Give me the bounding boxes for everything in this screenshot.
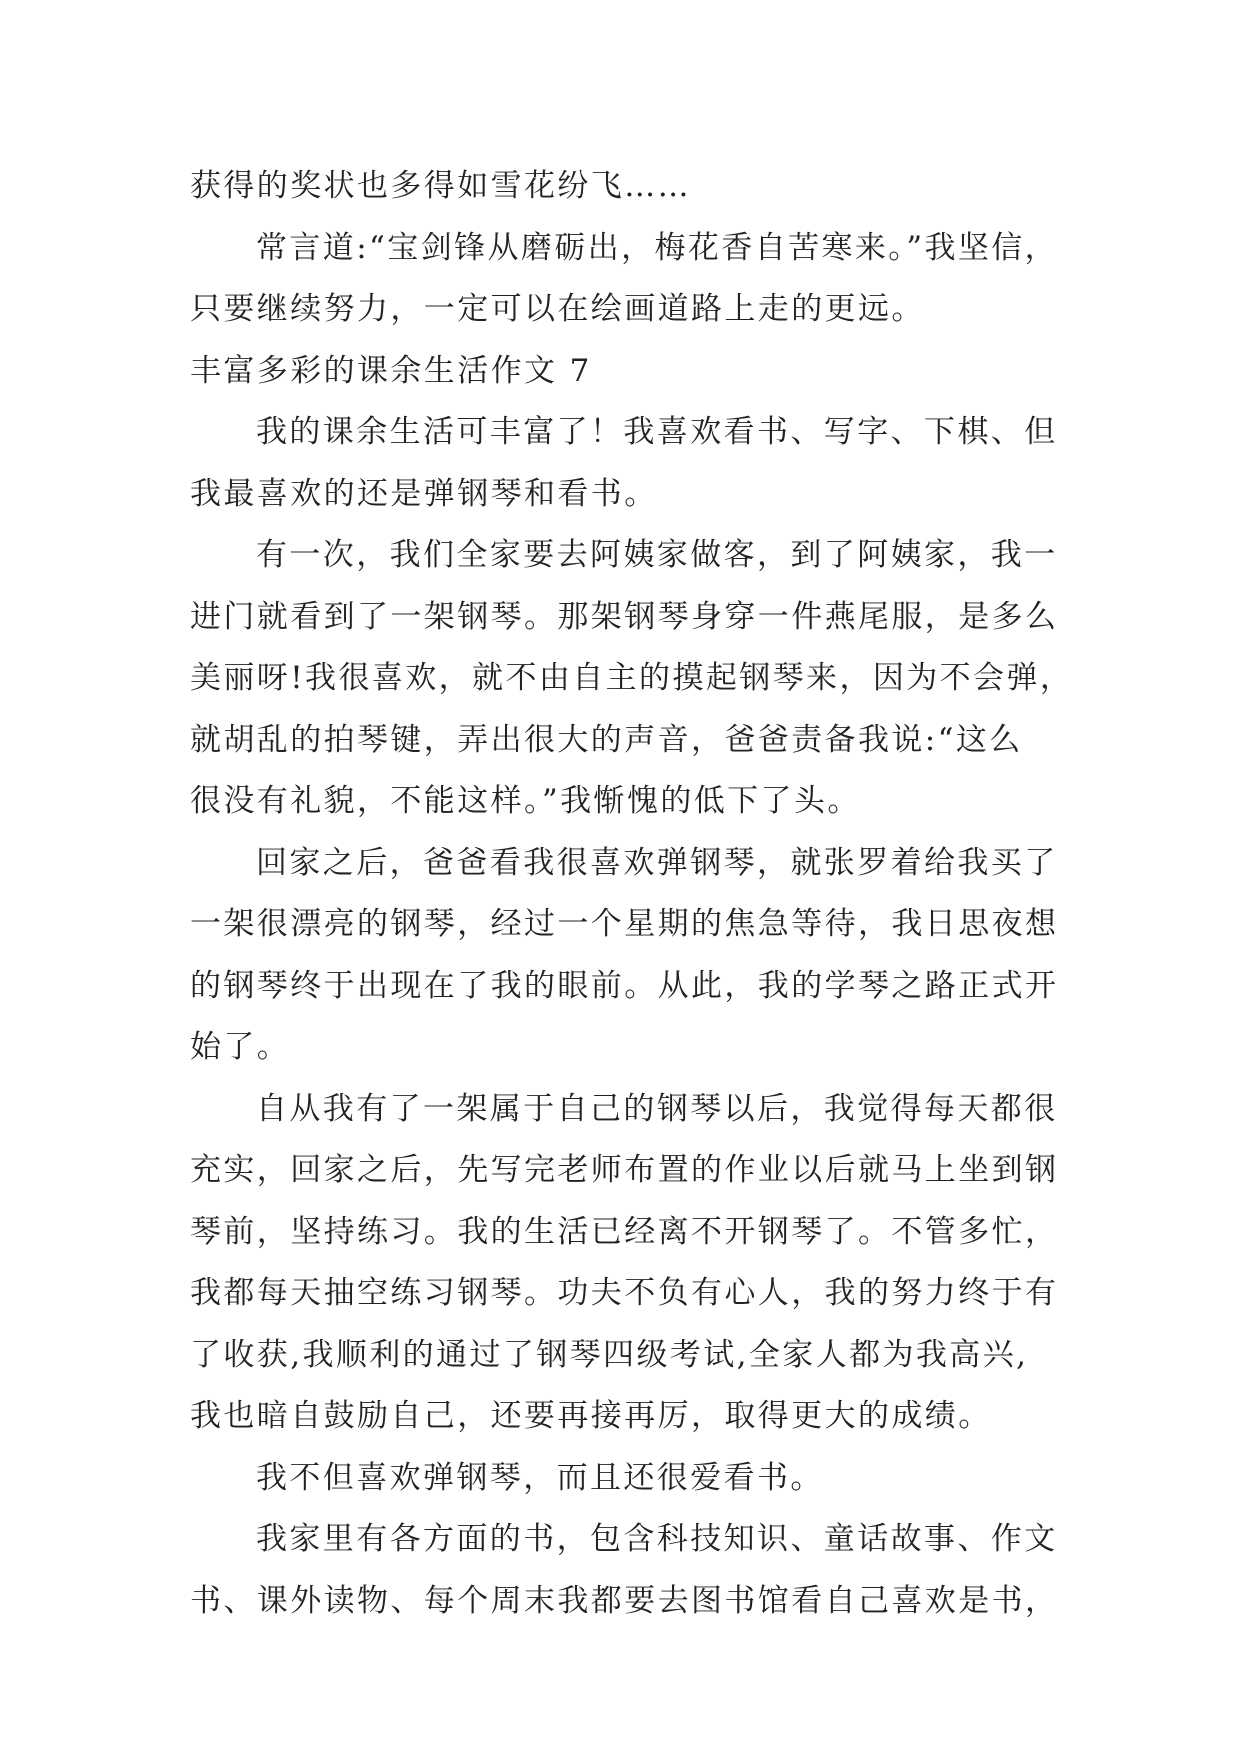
text-line: 获得的奖状也多得如雪花纷飞…… bbox=[190, 168, 691, 204]
text-line: 一架很漂亮的钢琴，经过一个星期的焦急等待，我日思夜想 bbox=[190, 906, 1059, 942]
text-line: 我也暗自鼓励自己，还要再接再厉，取得更大的成绩。 bbox=[190, 1398, 992, 1434]
text-line: 我最喜欢的还是弹钢琴和看书。 bbox=[190, 475, 658, 512]
text-line: 美丽呀!我很喜欢，就不由自主的摸起钢琴来，因为不会弹， bbox=[190, 660, 1074, 696]
text-line: 进门就看到了一架钢琴。那架钢琴身穿一件燕尾服，是多么 bbox=[190, 598, 1059, 635]
text-line: 始了。 bbox=[190, 1029, 291, 1065]
text-line: 只要继续努力，一定可以在绘画道路上走的更远。 bbox=[190, 291, 925, 327]
text-line: 回家之后，爸爸看我很喜欢弹钢琴，就张罗着给我买了 bbox=[256, 844, 1058, 881]
text-line: 充实，回家之后，先写完老师布置的作业以后就马上坐到钢 bbox=[190, 1152, 1059, 1188]
essay-text bbox=[190, 156, 1074, 1632]
text-line: 我不但喜欢弹钢琴，而且还很爱看书。 bbox=[256, 1459, 824, 1496]
text-line: 有一次，我们全家要去阿姨家做客，到了阿姨家，我一 bbox=[256, 537, 1058, 573]
text-line: 很没有礼貌，不能这样。”我惭愧的低下了头。 bbox=[190, 783, 861, 819]
text-line: 我都每天抽空练习钢琴。功夫不负有心人，我的努力终于有 bbox=[190, 1275, 1059, 1311]
section-heading: 丰富多彩的课余生活作文 7 bbox=[190, 352, 592, 389]
text-line: 我家里有各方面的书，包含科技知识、童话故事、作文 bbox=[256, 1521, 1058, 1557]
text-line: 我的课余生活可丰富了！我喜欢看书、写字、下棋、但 bbox=[256, 414, 1058, 450]
text-line: 了收获,我顺利的通过了钢琴四级考试,全家人都为我高兴, bbox=[190, 1336, 1029, 1373]
text-line: 琴前，坚持练习。我的生活已经离不开钢琴了。不管多忙， bbox=[190, 1213, 1059, 1250]
text-line: 自从我有了一架属于自己的钢琴以后，我觉得每天都很 bbox=[256, 1090, 1058, 1127]
text-line: 的钢琴终于出现在了我的眼前。从此，我的学琴之路正式开 bbox=[190, 967, 1059, 1004]
text-line: 就胡乱的拍琴键，弄出很大的声音，爸爸责备我说:“这么 bbox=[190, 721, 1023, 758]
text-line: 常言道:“宝剑锋从磨砺出，梅花香自苦寒来。”我坚信， bbox=[256, 229, 1059, 266]
text-line: 书、课外读物、每个周末我都要去图书馆看自己喜欢是书， bbox=[190, 1582, 1059, 1619]
